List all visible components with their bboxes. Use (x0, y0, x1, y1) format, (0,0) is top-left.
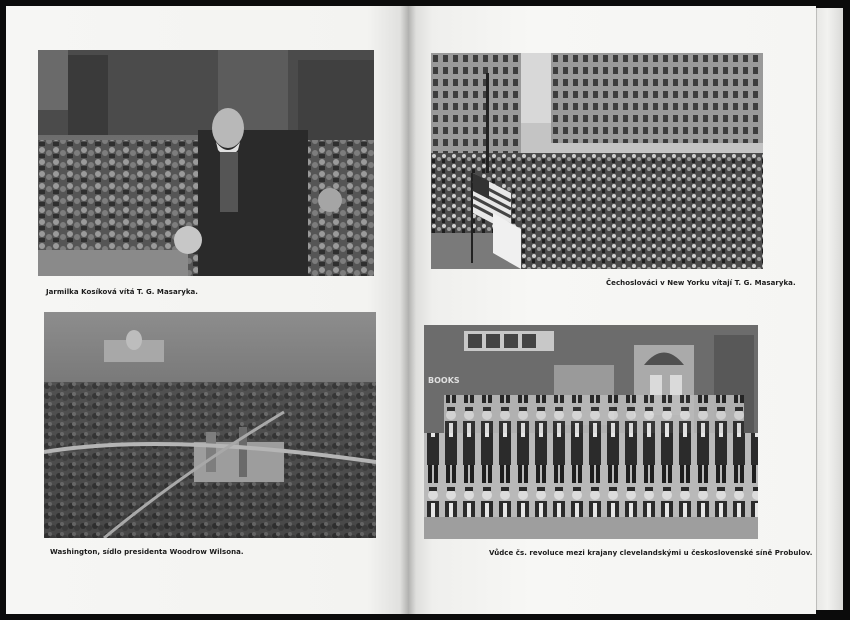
caption-photo-3: Washington, sídlo presidenta Woodrow Wilsona. (50, 548, 244, 556)
caption-photo-2: Čechoslováci v New Yorku vítají T. G. Masaryka. (606, 279, 796, 287)
photo-new-york-parade (431, 53, 763, 269)
photo-masaryk-welcome (38, 50, 374, 276)
caption-photo-1: Jarmilka Kosíková vítá T. G. Masaryka. (46, 288, 199, 296)
book-gutter (400, 6, 416, 614)
store-sign: BOOKS (428, 376, 460, 385)
photo-washington-aerial (44, 312, 376, 538)
caption-photo-4: Vůdce čs. revoluce mezi krajany clevelandskými u československé síně Probulov. (489, 549, 813, 557)
page-edge (816, 8, 843, 610)
photo-cleveland-group (424, 325, 758, 539)
